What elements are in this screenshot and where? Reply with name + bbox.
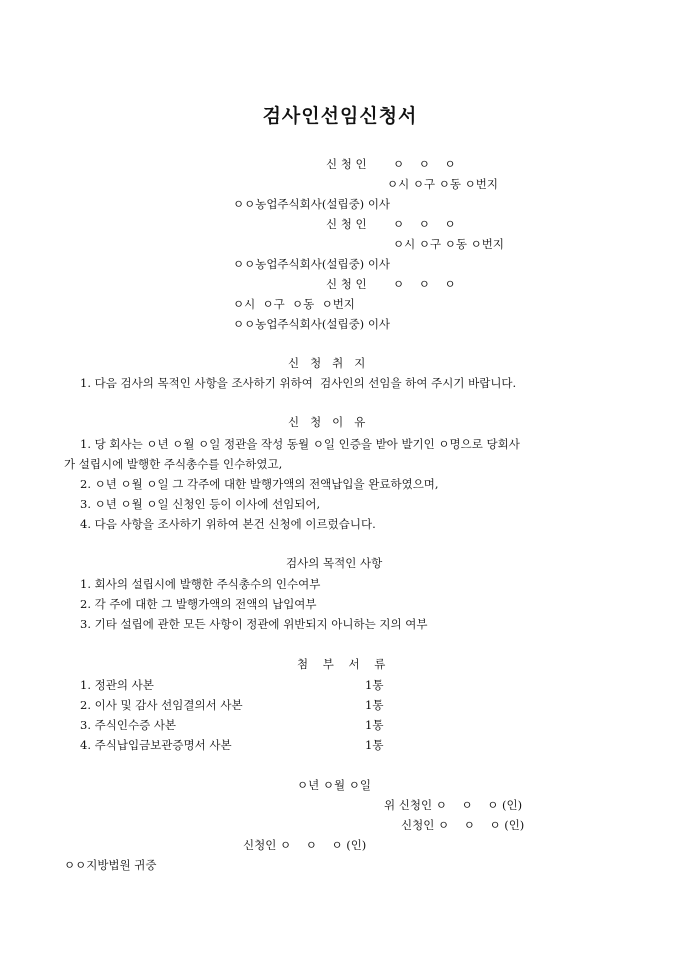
attachments-heading: 첨 부 서 류 bbox=[297, 657, 386, 671]
signer-2: 신청인 ㅇ ㅇ ㅇ (인) bbox=[401, 818, 525, 832]
signer-1: 위 신청인 ㅇ ㅇ ㅇ (인) bbox=[384, 798, 523, 812]
purpose-heading: 신 청 취 지 bbox=[288, 356, 366, 370]
applicant-3-position: ㅇㅇ농업주식회사(설립중) 이사 bbox=[233, 317, 391, 331]
reasons-heading: 신 청 이 유 bbox=[288, 415, 366, 429]
reason-item: 2. ㅇ년 ㅇ월 ㅇ일 그 각주에 대한 발행가액의 전액납입을 완료하였으며, bbox=[80, 477, 439, 491]
reason-item: 4. 다음 사항을 조사하기 위하여 본건 신청에 이르렀습니다. bbox=[80, 517, 376, 531]
applicant-1-name: ㅇ ㅇ ㅇ bbox=[393, 157, 456, 171]
applicant-2-address: ㅇ시 ㅇ구 ㅇ동 ㅇ번지 bbox=[393, 237, 504, 251]
recipient: ㅇㅇ지방법원 귀중 bbox=[64, 858, 157, 872]
reason-item: 3. ㅇ년 ㅇ월 ㅇ일 신청인 등이 이사에 선임되어, bbox=[80, 497, 321, 511]
applicant-3-name: ㅇ ㅇ ㅇ bbox=[393, 277, 456, 291]
attachment-name: 2. 이사 및 감사 선임결의서 사본 bbox=[80, 698, 243, 712]
applicant-1-label: 신 청 인 bbox=[326, 157, 367, 171]
inspection-heading: 검사의 목적인 사항 bbox=[286, 556, 383, 570]
attachment-name: 4. 주식납입금보관증명서 사본 bbox=[80, 738, 232, 752]
attachment-name: 3. 주식인수증 사본 bbox=[80, 718, 177, 732]
applicant-2-position: ㅇㅇ농업주식회사(설립중) 이사 bbox=[233, 257, 391, 271]
applicant-3-address: ㅇ시 ㅇ구 ㅇ동 ㅇ번지 bbox=[233, 297, 355, 311]
attachment-count: 1통 bbox=[365, 678, 384, 692]
attachment-count: 1통 bbox=[365, 738, 384, 752]
signer-3: 신청인 ㅇ ㅇ ㅇ (인) bbox=[243, 838, 367, 852]
inspection-item: 1. 회사의 설립시에 발행한 주식총수의 인수여부 bbox=[80, 577, 321, 591]
applicant-2-name: ㅇ ㅇ ㅇ bbox=[393, 217, 456, 231]
applicant-2-label: 신 청 인 bbox=[326, 217, 367, 231]
attachment-name: 1. 정관의 사본 bbox=[80, 678, 154, 692]
applicant-1-position: ㅇㅇ농업주식회사(설립중) 이사 bbox=[233, 197, 391, 211]
applicant-3-label: 신 청 인 bbox=[326, 277, 367, 291]
signature-date: ㅇ년 ㅇ월 ㅇ일 bbox=[297, 778, 371, 792]
document-title: 검사인선임신청서 bbox=[262, 105, 418, 127]
reason-item: 1. 당 회사는 ㅇ년 ㅇ월 ㅇ일 정관을 작성 동월 ㅇ일 인증을 받아 발기인 ㅇ명으로 당회사 bbox=[80, 437, 520, 451]
inspection-item: 2. 각 주에 대한 그 발행가액의 전액의 납입여부 bbox=[80, 597, 317, 611]
reason-item: 가 설립시에 발행한 주식총수를 인수하였고, bbox=[64, 457, 283, 471]
applicant-1-address: ㅇ시 ㅇ구 ㅇ동 ㅇ번지 bbox=[387, 177, 498, 191]
attachment-count: 1통 bbox=[365, 718, 384, 732]
purpose-text: 1. 다음 검사의 목적인 사항을 조사하기 위하여 검사인의 선임을 하여 주시기 바랍니다. bbox=[80, 376, 517, 390]
attachment-count: 1통 bbox=[365, 698, 384, 712]
inspection-item: 3. 기타 설립에 관한 모든 사항이 정관에 위반되지 아니하는 지의 여부 bbox=[80, 617, 428, 631]
